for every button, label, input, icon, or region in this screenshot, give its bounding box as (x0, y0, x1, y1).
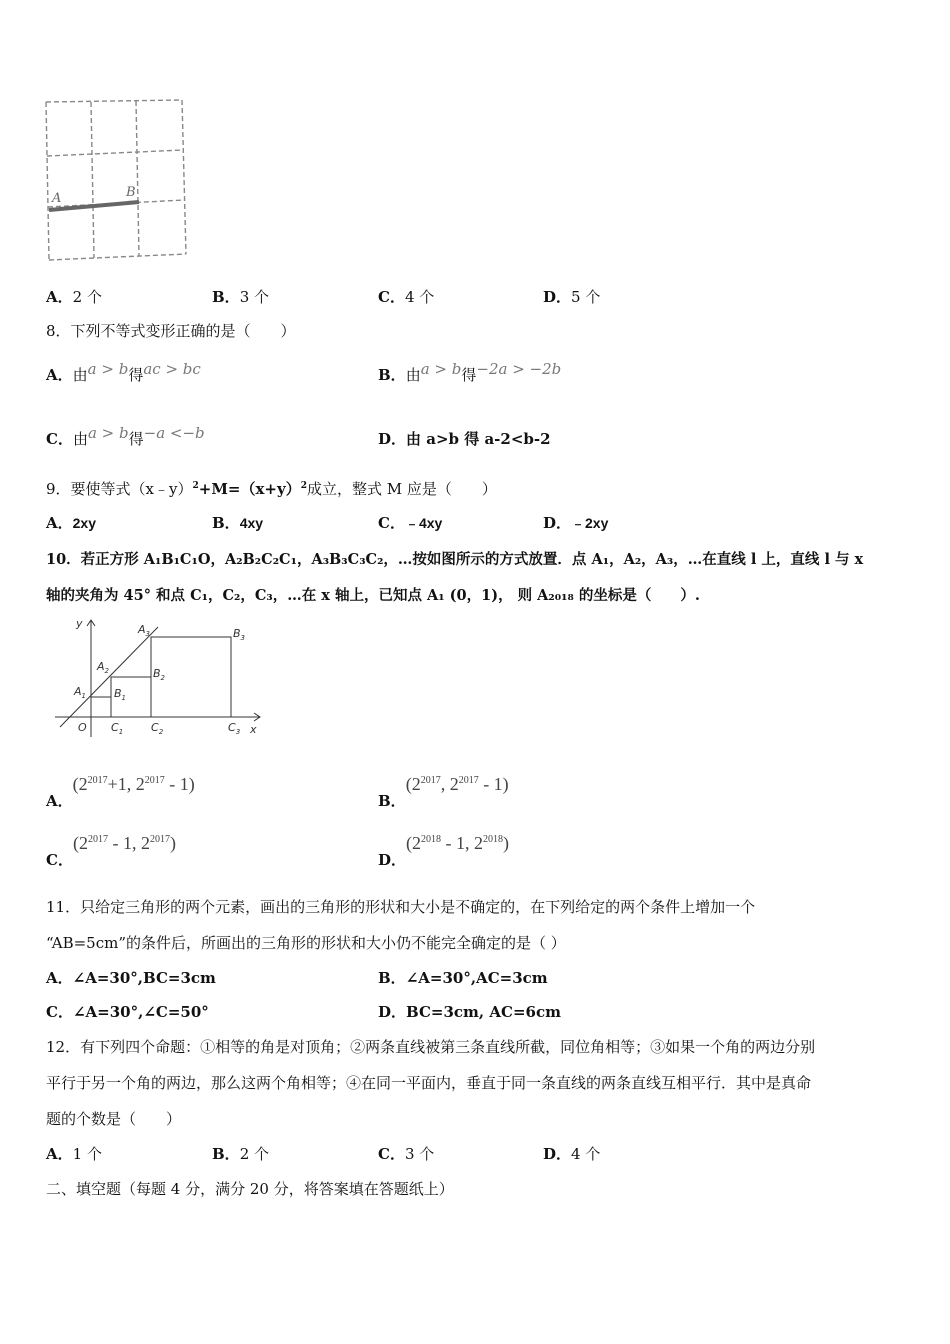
q7-option-d[interactable]: D．5 个 (543, 288, 601, 306)
svg-text:C2: $C_2$ (151, 721, 164, 736)
q11-option-c[interactable]: C．∠A=30°,∠C=50° (46, 1003, 209, 1021)
q12-stem-line3: 题的个数是（ ） (46, 1110, 182, 1128)
q10-stem-line1: 10．若正方形 A₁B₁C₁O，A₂B₂C₂C₁，A₃B₃C₃C₂，…按如图所示的方式放置．点 A₁，A₂，A₃，…在直线 l 上，直线 l 与 x (46, 551, 864, 568)
svg-text:B1: $B_1$ (114, 687, 127, 702)
q11-option-d[interactable]: D．BC=3cm, AC=6cm (378, 1003, 561, 1021)
q10-option-d[interactable]: D．($2^{2018} - 1$, $2^{2018}$) (378, 833, 510, 869)
q10-option-a[interactable]: A．($2^{2017}+1$, $2^{2017} - 1$) (46, 774, 195, 810)
q12-option-c[interactable]: C．3 个 (378, 1145, 435, 1163)
q7-option-c[interactable]: C．4 个 (378, 288, 435, 306)
point-b-label: B (126, 185, 136, 200)
svg-text:C1: $C_1$ (111, 721, 124, 736)
svg-text:A2: $A_2$ (97, 660, 109, 675)
svg-text:C3: $C_3$ (228, 721, 241, 736)
svg-text:B2: $B_2$ (153, 667, 166, 682)
q7-option-b[interactable]: B．3 个 (212, 288, 269, 306)
q10-stem-line2: 轴的夹角为 45° 和点 C₁，C₂，C₃，…在 x 轴上，已知点 A₁ (0，1)， 则 A₂₀₁₈ 的坐标是（ ）. (46, 587, 700, 604)
svg-text:A1: $A_1$ (74, 685, 86, 700)
q9-option-c[interactable]: C．﹣4xy (378, 514, 443, 532)
q11-stem-line2: “AB=5cm”的条件后，所画出的三角形的形状和大小仍不能完全确定的是（ ） (46, 934, 566, 952)
q12-stem-line2: 平行于另一个角的两边，那么这两个角相等；④在同一平面内，垂直于同一条直线的两条直线互相平行．其中是真命 (46, 1074, 812, 1092)
svg-text:B3: $B_3$ (233, 627, 246, 642)
svg-text:A3: $A_3$ (138, 623, 150, 638)
q8-option-d[interactable]: D．由 a>b 得 a-2<b-2 (378, 430, 551, 448)
q10-squares-figure (50, 615, 280, 745)
svg-text:x: x (250, 723, 257, 736)
q9-option-b[interactable]: B．4xy (212, 514, 264, 532)
q9-stem: 9．要使等式$(x﹣y)^2+M=(x+y)^2$成立，整式 M 应是（ ） (46, 480, 497, 498)
q8-option-c[interactable]: C．由a > b得−a <−b (46, 424, 205, 448)
q9-option-a[interactable]: A．2xy (46, 514, 96, 532)
q7-option-a[interactable]: A．2 个 (46, 288, 102, 306)
q10-option-b[interactable]: B．($2^{2017}$, $2^{2017} - 1$) (378, 774, 509, 810)
segment-ab (49, 202, 139, 210)
q12-stem-line1: 12．有下列四个命题：①相等的角是对顶角；②两条直线被第三条直线所截，同位角相等；③如果一个角的两边分别 (46, 1038, 816, 1056)
svg-text:y: y (76, 617, 83, 630)
q8-stem: 8．下列不等式变形正确的是（ ） (46, 322, 296, 340)
q8-option-a[interactable]: A．由a > b得ac > bc (46, 360, 201, 384)
q8-option-b[interactable]: B．由a > b得−2a > −2b (378, 360, 562, 384)
q7-grid-figure (40, 92, 195, 267)
q12-option-b[interactable]: B．2 个 (212, 1145, 269, 1163)
q9-option-d[interactable]: D．﹣2xy (543, 514, 609, 532)
q11-option-a[interactable]: A．∠A=30°,BC=3cm (46, 969, 216, 987)
q11-option-b[interactable]: B．∠A=30°,AC=3cm (378, 969, 548, 987)
q11-stem-line1: 11．只给定三角形的两个元素，画出的三角形的形状和大小是不确定的，在下列给定的两个条件上增加一个 (46, 898, 756, 916)
q12-option-a[interactable]: A．1 个 (46, 1145, 102, 1163)
svg-text:O: O (78, 721, 87, 734)
point-a-label: A (52, 191, 62, 206)
q12-option-d[interactable]: D．4 个 (543, 1145, 601, 1163)
section-2-title: 二、填空题（每题 4 分，满分 20 分，将答案填在答题纸上） (46, 1180, 454, 1198)
q10-option-c[interactable]: C．($2^{2017} - 1$, $2^{2017}$) (46, 833, 176, 869)
